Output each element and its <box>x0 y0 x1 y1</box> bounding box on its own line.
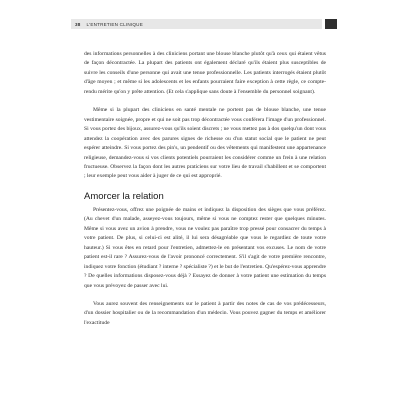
page-body <box>84 50 326 337</box>
paragraph-2: Même si la plupart des cliniciens en santé mentale ne portent pas de blouse blanche, une tenue vestimentaire soignée, propre et qui ne soit pas trop décontractée vous conférera l'image d'un professionnel. Si vous portez des bijoux, assurez-vous qu'ils soient discrets ; ne vous mettez pas à dos quelqu'un dont vous attendez la coopération avec des parures signes de richesse ou d'un statut social que le patient ne peut espérer atteindre. Si vous portez des pin's, un pendentif ou des vêtements qui manifestent une appartenance religieuse, demandez-vous si vos clients potentiels pourraient les considérer comme un frein à une relation fructueuse. Observez la façon dont les autres praticiens sur votre lieu de travail s'habillent et se comportent ; leur exemple peut vous aider à juger de ce qui est approprié. <box>84 107 326 180</box>
page-number: 38 <box>75 21 81 27</box>
paragraph-4: Vous aurez souvent des renseignements sur le patient à partir des notes de cas de vos prédécesseurs, d'un dossier hospitalier ou de la recommandation d'un médecin. Vous pouvez gagner du temps et améliorer l'exactitude <box>84 300 326 326</box>
paragraph-1: des informations personnelles à des cliniciens portant une blouse blanche plutôt qu'à ceux qui étaient vêtus de façon décontractée. La plupart des patients ont également déclaré qu'ils étaient plus susceptibles de suivre les conseils d'une personne qui avait une tenue professionnelle. Les patients interrogés étaient plutôt d'âge moyen ; et même si les adolescents et les enfants pourraient faire exception à cette règle, ce compte-rendu mérite qu'on y prête attention. (Et cela s'applique sans doute à l'ensemble du personnel soignant). <box>84 51 326 95</box>
running-header-bar <box>71 19 322 29</box>
running-header <box>75 19 143 29</box>
section-heading: Amorcer la relation <box>84 190 164 202</box>
header-tab-marker <box>325 19 337 29</box>
paragraph-3: Présentez-vous, offrez une poignée de mains et indiquez la disposition des sièges que vous préférez. (Au chevet d'un malade, asseyez-vous toujours, même si vous ne comptez rester que quelques minutes. Même si vous avez un avion à prendre, vous ne voulez pas paraître trop pressé pour consacrer du temps à votre patient. De plus, si celui-ci est alité, il lui sera désagréable que vous le regardiez de toute votre hauteur.) Si vous êtes en retard pour l'entretien, admettez-le en présentant vos excuses. Le nom de votre patient est-il rare ? Assurez-vous de l'avoir prononcé correctement. S'il s'agit de votre première rencontre, indiquez votre fonction (étudiant ? interne ? spécialiste ?) et le but de l'entretien. Qu'espérez-vous apprendre ? De quelles informations disposez-vous déjà ? Essayez de donner à votre patient une estimation du temps que vous prévoyez de passer avec lui. <box>84 206 326 289</box>
running-title: L'ENTRETIEN CLINIQUE <box>86 21 143 27</box>
